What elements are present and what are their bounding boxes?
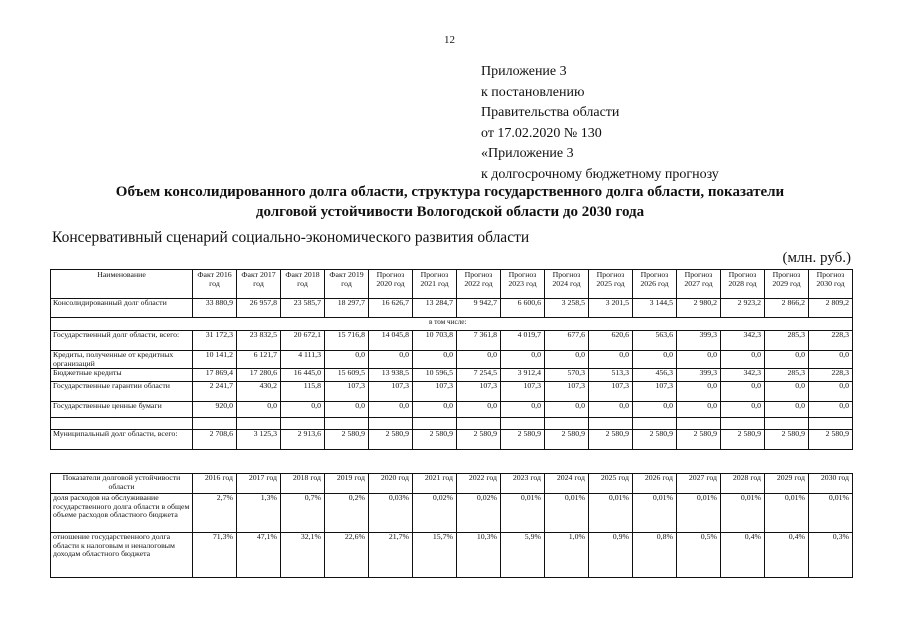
table-cell: 2 809,2 (809, 299, 853, 318)
table-cell: 0,0 (809, 351, 853, 369)
table-cell: 920,0 (193, 402, 237, 418)
table-cell: 2,7% (193, 494, 237, 533)
table-cell: 0,0 (677, 402, 721, 418)
table-cell: 228,3 (809, 331, 853, 351)
table-cell: 17 280,6 (237, 369, 281, 382)
column-header-year: 2025 год (589, 474, 633, 494)
table-cell: 0,0 (589, 351, 633, 369)
table-cell: 3 912,4 (501, 369, 545, 382)
table-cell: 0,0 (369, 402, 413, 418)
table-cell: 31 172,3 (193, 331, 237, 351)
table-cell: 2 580,9 (325, 430, 369, 450)
empty-cell (545, 418, 589, 430)
column-header-year: 2016 год (193, 474, 237, 494)
table-cell: 10,3% (457, 533, 501, 578)
subheader-row (51, 318, 853, 331)
table-cell: 107,3 (589, 382, 633, 402)
table-cell: 2 580,9 (721, 430, 765, 450)
row-label: Государственный долг области, всего: (51, 331, 193, 351)
table-cell: 0,0 (545, 402, 589, 418)
row-label: доля расходов на обслуживание государственного долга области в общем объеме расходов областного бюджета (51, 494, 193, 533)
empty-cell (501, 418, 545, 430)
column-header-year: Прогноз 2023 год (501, 270, 545, 299)
table-cell: 4 111,3 (281, 351, 325, 369)
table-cell: 399,3 (677, 369, 721, 382)
table-cell: 107,3 (545, 382, 589, 402)
empty-cell (721, 418, 765, 430)
table-cell: 33 880,9 (193, 299, 237, 318)
table-cell: 0,0 (501, 402, 545, 418)
table-cell: 9 942,7 (457, 299, 501, 318)
row-label: Бюджетные кредиты (51, 369, 193, 382)
table-cell: 1,0% (545, 533, 589, 578)
table-cell: 0,01% (545, 494, 589, 533)
table-cell: 13 284,7 (413, 299, 457, 318)
row-label: Муниципальный долг области, всего: (51, 430, 193, 450)
table-cell: 620,6 (589, 331, 633, 351)
row-label: Государственные гарантии области (51, 382, 193, 402)
table-cell: 3 201,5 (589, 299, 633, 318)
empty-cell (281, 418, 325, 430)
table-cell: 107,3 (369, 382, 413, 402)
table-cell: 0,0 (765, 351, 809, 369)
table-row (51, 331, 853, 351)
column-header-year: 2023 год (501, 474, 545, 494)
table-header-row (51, 270, 853, 299)
empty-cell (633, 418, 677, 430)
empty-cell (765, 418, 809, 430)
table-cell: 430,2 (237, 382, 281, 402)
table-cell: 0,0 (457, 351, 501, 369)
scenario-heading: Консервативный сценарий социально-экономического развития области (52, 229, 530, 246)
column-header-year: 2021 год (413, 474, 457, 494)
empty-cell (589, 418, 633, 430)
table-cell: 22,6% (325, 533, 369, 578)
table-cell: 17 869,4 (193, 369, 237, 382)
appendix-line: «Приложение 3 (481, 146, 574, 161)
column-header-name: Показатели долговой устойчивости области (51, 474, 193, 494)
column-header-year: 2029 год (765, 474, 809, 494)
table-cell: 0,2% (325, 494, 369, 533)
table-cell: 7 254,5 (457, 369, 501, 382)
appendix-line: от 17.02.2020 № 130 (481, 125, 602, 141)
column-header-year: 2022 год (457, 474, 501, 494)
table-cell: 10 703,8 (413, 331, 457, 351)
column-header-year: 2020 год (369, 474, 413, 494)
column-header-year: 2017 год (237, 474, 281, 494)
table-cell: 342,3 (721, 369, 765, 382)
column-header-year: Прогноз 2025 год (589, 270, 633, 299)
table-cell: 0,8% (633, 533, 677, 578)
table-cell: 0,0 (765, 402, 809, 418)
table-cell: 0,0 (369, 351, 413, 369)
table-cell: 2 980,2 (677, 299, 721, 318)
table-cell: 2 580,9 (545, 430, 589, 450)
table-cell: 2 580,9 (765, 430, 809, 450)
table-cell: 0,0 (721, 402, 765, 418)
table-cell: 13 938,5 (369, 369, 413, 382)
table-cell: 16 445,0 (281, 369, 325, 382)
column-header-year: Прогноз 2022 год (457, 270, 501, 299)
table-cell: 0,01% (721, 494, 765, 533)
table-cell: 0,0 (721, 351, 765, 369)
column-header-year: 2028 год (721, 474, 765, 494)
table-row (51, 299, 853, 318)
table-cell: 0,0 (721, 382, 765, 402)
table-cell: 0,01% (633, 494, 677, 533)
table-cell: 0,0 (325, 351, 369, 369)
table-cell: 2 866,2 (765, 299, 809, 318)
table-cell: 115,8 (281, 382, 325, 402)
empty-cell (193, 418, 237, 430)
empty-cell (413, 418, 457, 430)
blank-row (51, 418, 853, 430)
table-cell: 0,01% (677, 494, 721, 533)
table-cell: 2 580,9 (413, 430, 457, 450)
table-cell: 0,03% (369, 494, 413, 533)
table-row (51, 369, 853, 382)
table-cell: 0,0 (413, 402, 457, 418)
table-cell: 0,0 (501, 351, 545, 369)
table-cell: 570,3 (545, 369, 589, 382)
debt-volume-table (50, 269, 853, 450)
table-cell: 342,3 (721, 331, 765, 351)
table-cell: 6 121,7 (237, 351, 281, 369)
appendix-block (481, 62, 719, 185)
table-cell: 2 580,9 (677, 430, 721, 450)
table-cell: 0,0 (809, 382, 853, 402)
appendix-line: к постановлению (481, 84, 585, 100)
table-cell: 0,0 (413, 351, 457, 369)
table-cell: 0,7% (281, 494, 325, 533)
table-cell: 23 832,5 (237, 331, 281, 351)
table-cell: 0,9% (589, 533, 633, 578)
table-cell: 513,3 (589, 369, 633, 382)
column-header-year: 2030 год (809, 474, 853, 494)
table-cell: 26 957,8 (237, 299, 281, 318)
table-cell: 2 708,6 (193, 430, 237, 450)
table-cell: 285,3 (765, 369, 809, 382)
table-cell: 285,3 (765, 331, 809, 351)
column-header-name: Наименование (51, 270, 193, 299)
table-cell: 32,1% (281, 533, 325, 578)
table-cell: 18 297,7 (325, 299, 369, 318)
empty-cell (677, 418, 721, 430)
table-cell: 0,0 (545, 351, 589, 369)
column-header-year: Прогноз 2027 год (677, 270, 721, 299)
subheader-cell: в том числе: (51, 318, 853, 331)
table-cell: 0,01% (501, 494, 545, 533)
table-cell: 2 580,9 (633, 430, 677, 450)
table-row (51, 402, 853, 418)
table-cell: 0,0 (325, 402, 369, 418)
table-row (51, 382, 853, 402)
table-cell: 2 580,9 (809, 430, 853, 450)
table-cell: 1,3% (237, 494, 281, 533)
table-row (51, 430, 853, 450)
empty-cell (369, 418, 413, 430)
table-cell: 107,3 (457, 382, 501, 402)
table-cell: 677,6 (545, 331, 589, 351)
column-header-year: Прогноз 2030 год (809, 270, 853, 299)
table-cell: 2 580,9 (457, 430, 501, 450)
column-header-year: Прогноз 2029 год (765, 270, 809, 299)
empty-cell (809, 418, 853, 430)
table-cell: 0,0 (237, 402, 281, 418)
table-cell: 2 241,7 (193, 382, 237, 402)
page-number: 12 (444, 34, 455, 46)
table-cell: 0,01% (809, 494, 853, 533)
column-header-year: 2018 год (281, 474, 325, 494)
table-cell: 20 672,1 (281, 331, 325, 351)
appendix-line: Приложение 3 (481, 64, 567, 79)
table-row (51, 533, 853, 578)
table-cell: 107,3 (413, 382, 457, 402)
table-cell: 10 596,5 (413, 369, 457, 382)
column-header-year: Прогноз 2021 год (413, 270, 457, 299)
row-label: Государственные ценные бумаги (51, 402, 193, 418)
column-header-year: Прогноз 2024 год (545, 270, 589, 299)
table-cell: 0,5% (677, 533, 721, 578)
table-row (51, 494, 853, 533)
table-cell: 2 580,9 (589, 430, 633, 450)
table-cell: 0,01% (589, 494, 633, 533)
table-cell: 0,4% (765, 533, 809, 578)
table-cell: 0,0 (633, 351, 677, 369)
table-row (51, 351, 853, 369)
document-title: Объем консолидированного долга области, структура государственного долга области, показатели долговой устойчивости Вологодской области до 2030 года (115, 184, 785, 220)
empty-cell (51, 418, 193, 430)
table-cell: 0,4% (721, 533, 765, 578)
appendix-line: Правительства области (481, 105, 620, 120)
table-cell: 23 585,7 (281, 299, 325, 318)
table-cell: 0,0 (765, 382, 809, 402)
table-cell: 0,02% (457, 494, 501, 533)
table-cell: 2 580,9 (501, 430, 545, 450)
table-cell: 3 258,5 (545, 299, 589, 318)
column-header-year: Факт 2018 год (281, 270, 325, 299)
table-cell: 15 609,5 (325, 369, 369, 382)
row-label: Консолидированный долг области (51, 299, 193, 318)
table-cell: 2 923,2 (721, 299, 765, 318)
table-cell: 3 144,5 (633, 299, 677, 318)
column-header-year: Прогноз 2026 год (633, 270, 677, 299)
column-header-year: Факт 2017 год (237, 270, 281, 299)
column-header-year: 2019 год (325, 474, 369, 494)
table-cell: 5,9% (501, 533, 545, 578)
table-cell: 228,3 (809, 369, 853, 382)
column-header-year: Прогноз 2020 год (369, 270, 413, 299)
row-label: Кредиты, полученные от кредитных организаций (51, 351, 193, 369)
table-cell: 21,7% (369, 533, 413, 578)
table-cell: 0,3% (809, 533, 853, 578)
column-header-year: Факт 2019 год (325, 270, 369, 299)
table-cell: 15,7% (413, 533, 457, 578)
debt-sustainability-table (50, 473, 853, 578)
empty-cell (457, 418, 501, 430)
table-header-row (51, 474, 853, 494)
table-cell: 0,0 (677, 382, 721, 402)
table-cell: 107,3 (633, 382, 677, 402)
column-header-year: Прогноз 2028 год (721, 270, 765, 299)
table-cell: 14 045,8 (369, 331, 413, 351)
table-cell: 0,0 (589, 402, 633, 418)
table-cell: 0,01% (765, 494, 809, 533)
table-cell: 0,0 (809, 402, 853, 418)
units-label: (млн. руб.) (782, 250, 851, 266)
table-cell: 0,0 (677, 351, 721, 369)
column-header-year: 2024 год (545, 474, 589, 494)
column-header-year: Факт 2016 год (193, 270, 237, 299)
empty-cell (237, 418, 281, 430)
appendix-line: к долгосрочному бюджетному прогнозу (481, 166, 719, 182)
table-cell: 4 019,7 (501, 331, 545, 351)
table-cell: 7 361,8 (457, 331, 501, 351)
column-header-year: 2026 год (633, 474, 677, 494)
table-cell: 399,3 (677, 331, 721, 351)
table-cell: 563,6 (633, 331, 677, 351)
table-cell: 107,3 (501, 382, 545, 402)
table-cell: 107,3 (325, 382, 369, 402)
table-cell: 16 626,7 (369, 299, 413, 318)
table-cell: 15 716,8 (325, 331, 369, 351)
table-cell: 2 580,9 (369, 430, 413, 450)
row-label: отношение государственного долга области к налоговым и неналоговым доходам областного бюджета (51, 533, 193, 578)
table-cell: 456,3 (633, 369, 677, 382)
table-cell: 2 913,6 (281, 430, 325, 450)
table-cell: 0,0 (633, 402, 677, 418)
table-cell: 0,0 (281, 402, 325, 418)
column-header-year: 2027 год (677, 474, 721, 494)
table-cell: 3 125,3 (237, 430, 281, 450)
table-cell: 10 141,2 (193, 351, 237, 369)
table-cell: 0,0 (457, 402, 501, 418)
table-cell: 71,3% (193, 533, 237, 578)
empty-cell (325, 418, 369, 430)
table-cell: 6 600,6 (501, 299, 545, 318)
table-cell: 47,1% (237, 533, 281, 578)
table-cell: 0,02% (413, 494, 457, 533)
